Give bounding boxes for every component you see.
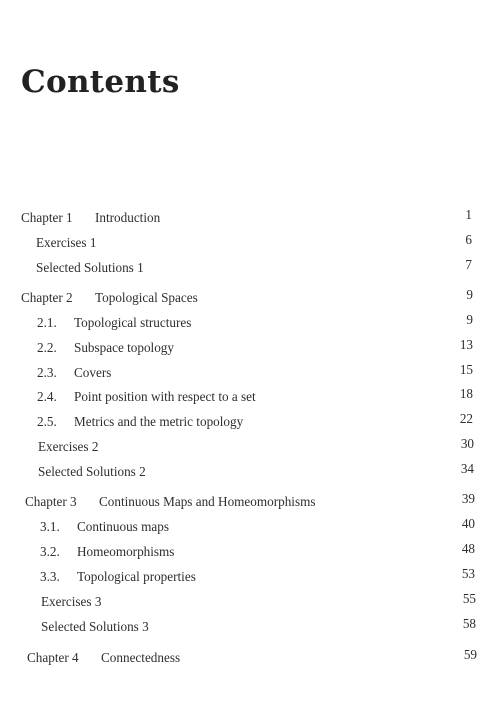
section-entry bbox=[37, 339, 174, 357]
section-entry bbox=[40, 568, 196, 586]
page-number: 40 bbox=[461, 516, 475, 531]
page-number: 9 bbox=[466, 287, 473, 302]
page-number: 6 bbox=[465, 232, 472, 247]
page-number: 30 bbox=[460, 436, 474, 451]
page-number: 22 bbox=[459, 411, 473, 426]
entry-title: Metrics and the metric topology bbox=[74, 414, 244, 429]
section-number: 3.1. bbox=[40, 519, 60, 534]
page-number: 7 bbox=[465, 257, 472, 272]
section-number: 3.3. bbox=[40, 569, 60, 584]
toc-item-entry bbox=[36, 234, 96, 252]
section-number: 2.3. bbox=[37, 365, 57, 380]
toc-item-entry bbox=[38, 463, 146, 481]
entry-title: Point position with respect to a set bbox=[74, 389, 256, 404]
chapter-entry bbox=[25, 493, 316, 511]
page-number: 13 bbox=[459, 337, 473, 352]
section-entry bbox=[40, 518, 169, 536]
entry-title: Connectedness bbox=[101, 650, 181, 665]
section-entry bbox=[37, 388, 256, 406]
entry-title: Homeomorphisms bbox=[77, 544, 175, 559]
page-number: 18 bbox=[459, 386, 473, 401]
section-entry bbox=[37, 364, 111, 382]
page-number: 39 bbox=[461, 491, 475, 506]
page-number: 59 bbox=[463, 647, 477, 662]
page-number: 34 bbox=[460, 461, 474, 476]
entry-title: Topological structures bbox=[74, 315, 192, 330]
section-number: 2.2. bbox=[37, 340, 57, 355]
chapter-number: Chapter 2 bbox=[21, 290, 73, 305]
chapter-entry bbox=[27, 649, 180, 667]
entry-title: Selected Solutions 3 bbox=[41, 619, 149, 634]
page-title: Contents bbox=[21, 64, 180, 100]
entry-title: Subspace topology bbox=[74, 340, 174, 355]
page-number: 15 bbox=[459, 362, 473, 377]
section-number: 2.1. bbox=[37, 315, 57, 330]
entry-title: Covers bbox=[74, 365, 112, 380]
toc-item-entry bbox=[41, 618, 149, 636]
page-number: 9 bbox=[466, 312, 473, 327]
section-number: 3.2. bbox=[40, 544, 60, 559]
entry-title: Exercises 2 bbox=[38, 439, 99, 454]
page-number: 48 bbox=[461, 541, 475, 556]
page-number: 55 bbox=[462, 591, 476, 606]
section-number: 2.5. bbox=[37, 414, 57, 429]
toc-item-entry bbox=[41, 593, 101, 611]
section-number: 2.4. bbox=[37, 389, 57, 404]
chapter-entry bbox=[21, 209, 160, 227]
entry-title: Exercises 3 bbox=[41, 594, 102, 609]
chapter-number: Chapter 4 bbox=[27, 650, 79, 665]
entry-title: Topological properties bbox=[77, 569, 196, 584]
chapter-number: Chapter 3 bbox=[25, 494, 77, 509]
section-entry bbox=[37, 413, 243, 431]
page-number: 53 bbox=[461, 566, 475, 581]
toc-item-entry bbox=[38, 438, 98, 456]
entry-title: Continuous maps bbox=[77, 519, 169, 534]
entry-title: Continuous Maps and Homeomorphisms bbox=[99, 494, 316, 509]
chapter-number: Chapter 1 bbox=[21, 210, 73, 225]
page-number: 1 bbox=[465, 207, 472, 222]
entry-title: Topological Spaces bbox=[95, 290, 198, 305]
entry-title: Selected Solutions 2 bbox=[38, 464, 146, 479]
chapter-entry bbox=[21, 289, 198, 307]
entry-title: Introduction bbox=[95, 210, 161, 225]
entry-title: Exercises 1 bbox=[36, 235, 97, 250]
section-entry bbox=[37, 314, 191, 332]
section-entry bbox=[40, 543, 174, 561]
page-number: 58 bbox=[462, 616, 476, 631]
toc-item-entry bbox=[36, 259, 144, 277]
entry-title: Selected Solutions 1 bbox=[36, 260, 144, 275]
